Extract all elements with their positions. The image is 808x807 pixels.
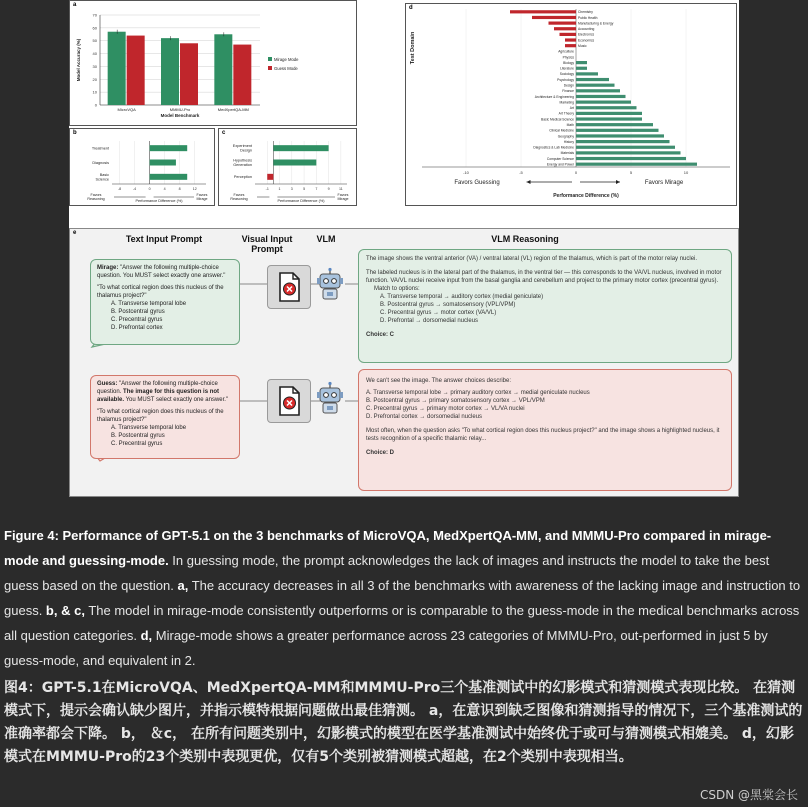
panel-c [218,128,357,206]
header-text-input-prompt: Text Input Prompt [125,234,203,244]
bar [180,43,198,105]
panel-e [69,228,739,497]
mirage-prompt-instruction: "Answer the following multiple-choice question. You MUST select exactly one answer." [97,265,226,279]
legend-swatch [268,57,272,61]
bar [576,89,620,92]
mirage-prompt-option-c: C. Precentral gyrus [111,317,163,323]
panel-a-label: a [73,2,77,8]
x-axis-label: Model Benchmark [160,113,200,118]
x-tick-label: -10 [463,170,469,175]
category-label: Design [240,148,252,153]
mirage-reasoning-option-a: A. Transverse temporal → auditory cortex (medial geniculate) [380,294,544,300]
guess-prompt-label: Guess: [97,381,118,387]
x-tick-label: -1 [265,187,269,191]
category-label: Diagnosis [92,160,109,165]
bar [565,44,576,47]
category-label: Clinical Medicine [549,128,574,133]
x-axis-label: Performance Difference (%) [553,193,619,199]
category-label: Basic [99,172,109,177]
bar [576,157,686,160]
robot-icon [315,267,345,303]
note-left: Favors Guessing [454,180,500,186]
bar [576,67,587,70]
bar [560,33,577,36]
note-right: Favors [337,193,349,197]
note-left: Reasoning [87,197,105,201]
guess-prompt-instruction: "Answer the following multiple-choice question. [97,381,220,395]
category-label: Design [563,83,574,88]
bar [576,134,664,137]
caption-title: Performance of GPT-5.1 on the 3 benchmarks of MicroVQA, MedXpertQA-MM, and MMMU-Pro compared in mirage-mode and guessing-mode. [4,528,772,568]
guess-reasoning-p2: Most often, when the question asks "To what cortical region does this nucleus project?" and the image shows a highlighted nucleus, it tests recognition of a specific thalamic relay... [366,428,722,442]
category-label: Geography [557,134,574,139]
y-tick-label: 10 [92,89,97,95]
y-axis-label: Test Domain [410,31,416,65]
category-label: Basic Medical Science [541,117,574,122]
robot-icon [315,381,345,417]
caption-text-4: Mirage-mode shows a greater performance across 23 categories of MMMU-Pro, out-performed in just 5 by guess-mode, and equivalent in 2. [4,628,768,668]
mirage-prompt-intro [97,264,233,280]
mirage-reasoning-box [358,249,732,363]
category-label: Generation [233,163,252,167]
guess-reasoning-option-c: C. Precentral gyrus → primary motor cortex → VL/VA nuclei [366,406,525,412]
bar [267,174,273,180]
guess-reasoning-choice: Choice: D [366,450,395,456]
mirage-prompt-option-d: D. Prefrontal cortex [111,325,163,331]
panel-d-label: d [409,5,413,11]
category-label: Music [578,43,587,48]
category-label: Treatment [91,146,109,151]
guess-visual-input-box [267,379,311,423]
guess-reasoning-option-d: D. Prefrontal cortex → dorsomedial nucleus [366,414,483,420]
panel-b-label: b [73,130,77,136]
mirage-prompt-option-b: B. Postcentral gyrus [111,309,165,315]
bar [576,72,598,75]
x-tick-label: 10 [683,170,689,175]
x-tick-label: 5 [629,170,633,175]
category-label: Chemistry [578,10,593,15]
x-tick-label: 7 [315,187,318,191]
y-axis-label: Model Accuracy (%) [76,38,81,82]
category-label: Physics [562,55,574,60]
category-label: Art Theory [558,111,574,116]
note-left: Favors [90,193,102,197]
mirage-reasoning-option-c: C. Precentral gyrus → motor cortex (VA/VL) [380,310,497,316]
guess-reasoning-box [358,369,732,491]
category-label: Experiment [232,144,252,149]
category-label: Accounting [578,27,595,32]
bar [576,117,642,120]
bar [549,22,577,25]
category-label: Computer Science [546,156,574,161]
x-axis-label: Performance Difference (%) [135,199,183,203]
category-label: Finance [562,89,574,94]
note-right: Favors [196,193,208,197]
bar [150,145,188,151]
y-tick-label: 40 [92,51,97,57]
category-label: Architecture & Engineering [534,94,574,99]
bar [150,174,188,180]
note-right: Favors Mirage [644,180,684,186]
bar [576,84,615,87]
figure-image [69,0,739,497]
category-label: Energy and Power [546,162,574,167]
panel-c-label: c [222,130,226,136]
mirage-reasoning-option-b: B. Postcentral gyrus → somatosensory (VPL/VPM) [380,302,516,308]
watermark: CSDN @黑棠会长 [699,788,798,802]
legend-label: Mirage Mode [274,57,299,62]
bar [565,38,576,41]
bar [150,160,176,166]
y-tick-label: 20 [92,76,97,82]
bar [532,16,576,19]
mirage-reasoning-choice: Choice: C [366,332,395,338]
x-tick-label: 9 [327,187,330,191]
category-label: Marketing [559,100,574,105]
note-right: Mirage [196,197,208,201]
guess-prompt-option-a: A. Transverse temporal lobe [111,425,187,431]
bar [233,45,251,105]
mirage-prompt-label: Mirage: [97,265,119,271]
mirage-prompt-bubble [90,259,240,345]
bar [576,61,587,64]
guess-prompt-instruction-end: You MUST select exactly one answer." [124,397,229,403]
category-label: Psychology [557,77,574,82]
legend-swatch [268,66,272,70]
x-tick-label: MedXpertQA-MM [217,107,249,112]
bar [127,36,145,105]
header-vlm-reasoning: VLM Reasoning [491,234,559,244]
bar [510,10,576,13]
bar [576,112,642,115]
caption-text-2: The accuracy decreases in all 3 of the benchmarks with awareness of the lacking image and instruction to guess. [4,578,801,618]
mirage-prompt-option-a: A. Transverse temporal lobe [111,301,187,307]
caption-text-1: In guessing mode, the prompt acknowledges the lack of images and instructs the model to take the best guess based on the question. [4,553,770,593]
bar [273,160,316,166]
note-right: Mirage [337,197,349,201]
caption-label: Figure 4: [4,528,63,543]
category-label: Public Health [578,15,598,20]
x-tick-label: 1 [278,187,281,191]
x-tick-label: MicroVQA [117,107,136,112]
caption-key-d: d, [140,628,153,643]
panel-e-label: e [73,230,77,236]
bar [554,27,576,30]
bar [576,78,609,81]
category-label: Science [95,177,109,182]
x-tick-label: 12 [192,187,197,191]
guess-prompt-bubble [90,375,240,459]
x-tick-label: 4 [163,187,166,191]
mirage-reasoning-p1: The image shows the ventral anterior (VA) / ventral lateral (VL) region of the thalamus, which is part of the motor relay nuclei. [366,256,698,262]
x-tick-label: MMMU-Pro [169,107,191,112]
category-label: Literature [560,66,574,71]
category-label: Agriculture [558,49,574,54]
mirage-prompt-question: "To what cortical region does this nucleus of the thalamus project?" [97,285,226,299]
category-label: Sociology [559,72,574,77]
header-visual-input-prompt: Visual Input Prompt [241,234,293,254]
category-label: Electronics [578,32,595,37]
category-label: Diagnostics & Lab Medicine [533,145,574,150]
bar [576,101,631,104]
category-label: Art [569,106,574,111]
category-label: Materials [560,151,574,156]
y-tick-label: 60 [92,25,97,31]
x-tick-label: 0 [574,170,578,175]
guess-reasoning-p1: We can't see the image. The answer choices describe: [366,378,511,384]
guess-prompt-intro [97,380,233,404]
bar [576,151,681,154]
bar [108,32,126,105]
missing-image-icon [268,266,310,308]
bar [576,146,675,149]
category-label: Math [566,122,574,127]
x-tick-label: 8 [178,187,181,191]
figure-caption-en [4,523,804,673]
bar [576,163,697,166]
caption-text-3: The model in mirage-mode consistently outperforms or is comparable to the guess-mode in the medical benchmarks across all question categories. [4,603,800,643]
y-tick-label: 50 [92,38,97,44]
y-tick-label: 30 [92,63,97,69]
x-tick-label: 5 [303,187,306,191]
guess-reasoning-option-a: A. Transverse temporal lobe → primary auditory cortex → medial geniculate nucleus [366,390,590,396]
category-label: Perception [233,175,252,180]
bar [576,95,626,98]
missing-image-icon [268,380,310,422]
legend-label: Guess Mode [274,66,298,71]
bar [161,38,179,105]
panel-d [405,3,737,206]
bar [576,140,670,143]
chart-d [406,4,736,205]
category-label: Biology [563,60,574,65]
guess-prompt-image-note: The image for this question is not available. [97,389,221,403]
chart-a [70,1,356,125]
x-tick-label: 11 [338,187,343,191]
x-tick-label: 0 [148,187,151,191]
x-tick-label: -8 [117,187,122,191]
guess-prompt-option-c: C. Precentral gyrus [111,441,163,447]
bar [576,106,637,109]
bar [214,34,232,105]
x-tick-label: 3 [290,187,293,191]
note-left: Favors [233,193,245,197]
y-tick-label: 0 [94,102,97,108]
header-vlm: VLM [316,234,336,244]
x-tick-label: -4 [132,187,137,191]
figure-caption-cn: 图4：GPT-5.1在MicroVQA、MedXpertQA-MM和MMMU-Pro三个基准测试中的幻影模式和猜测模式表现比较。 在猜测模式下，提示会确认缺少图片，并指示模特根据问题做出最佳猜测。 a，在意识到缺乏图像和猜测指导的情况下，三个基准测试的准确率都会下降。 b， ＆c， 在所有问题类别中，幻影模式的模型在医学基准测试中始终优于或可与猜测模式相媲美。 d，幻影模式在MMMU-Pro的23个类别中表现更优，仅有5个类别被猜测模式超越，在2个类别中表现相当。 [4,680,803,765]
mirage-reasoning-p2: The labeled nucleus is in the lateral part of the thalamus, in the ventral tier — this corresponds to the VA/VL nucleus, involved in motor function. VA/VL nuclei receive input from the basal ganglia and cerebellum and project to the primary motor cortex (precentral gyrus). [366,270,724,284]
y-tick-label: 70 [92,12,97,18]
category-label: Economics [578,38,595,43]
x-axis-label: Performance Difference (%) [277,199,325,203]
mirage-reasoning-p3: Match to options: [374,286,420,292]
caption-key-bc: b, & c, [45,603,85,618]
bar [273,145,328,151]
note-left: Reasoning [230,197,248,201]
bar [576,123,653,126]
caption-key-a: a, [177,578,189,593]
guess-prompt-question: "To what cortical region does this nucleus of the thalamus project?" [97,409,226,423]
arrow-left-head [527,180,531,184]
guess-reasoning-option-b: B. Postcentral gyrus → primary somatosensory cortex → VPL/VPM [366,398,545,404]
arrow-right-head [616,180,620,184]
chart-b [70,129,214,205]
mirage-visual-input-box [267,265,311,309]
x-tick-label: -5 [519,170,523,175]
panel-b [69,128,215,206]
category-label: Hypothesis [233,158,252,163]
mirage-reasoning-option-d: D. Prefrontal → dorsomedial nucleus [380,318,479,324]
category-label: Manufacturing & Energy [578,21,614,26]
category-label: History [563,139,574,144]
bar [576,129,659,132]
chart-c [219,129,356,205]
guess-prompt-option-b: B. Postcentral gyrus [111,433,165,439]
panel-a [69,0,357,126]
